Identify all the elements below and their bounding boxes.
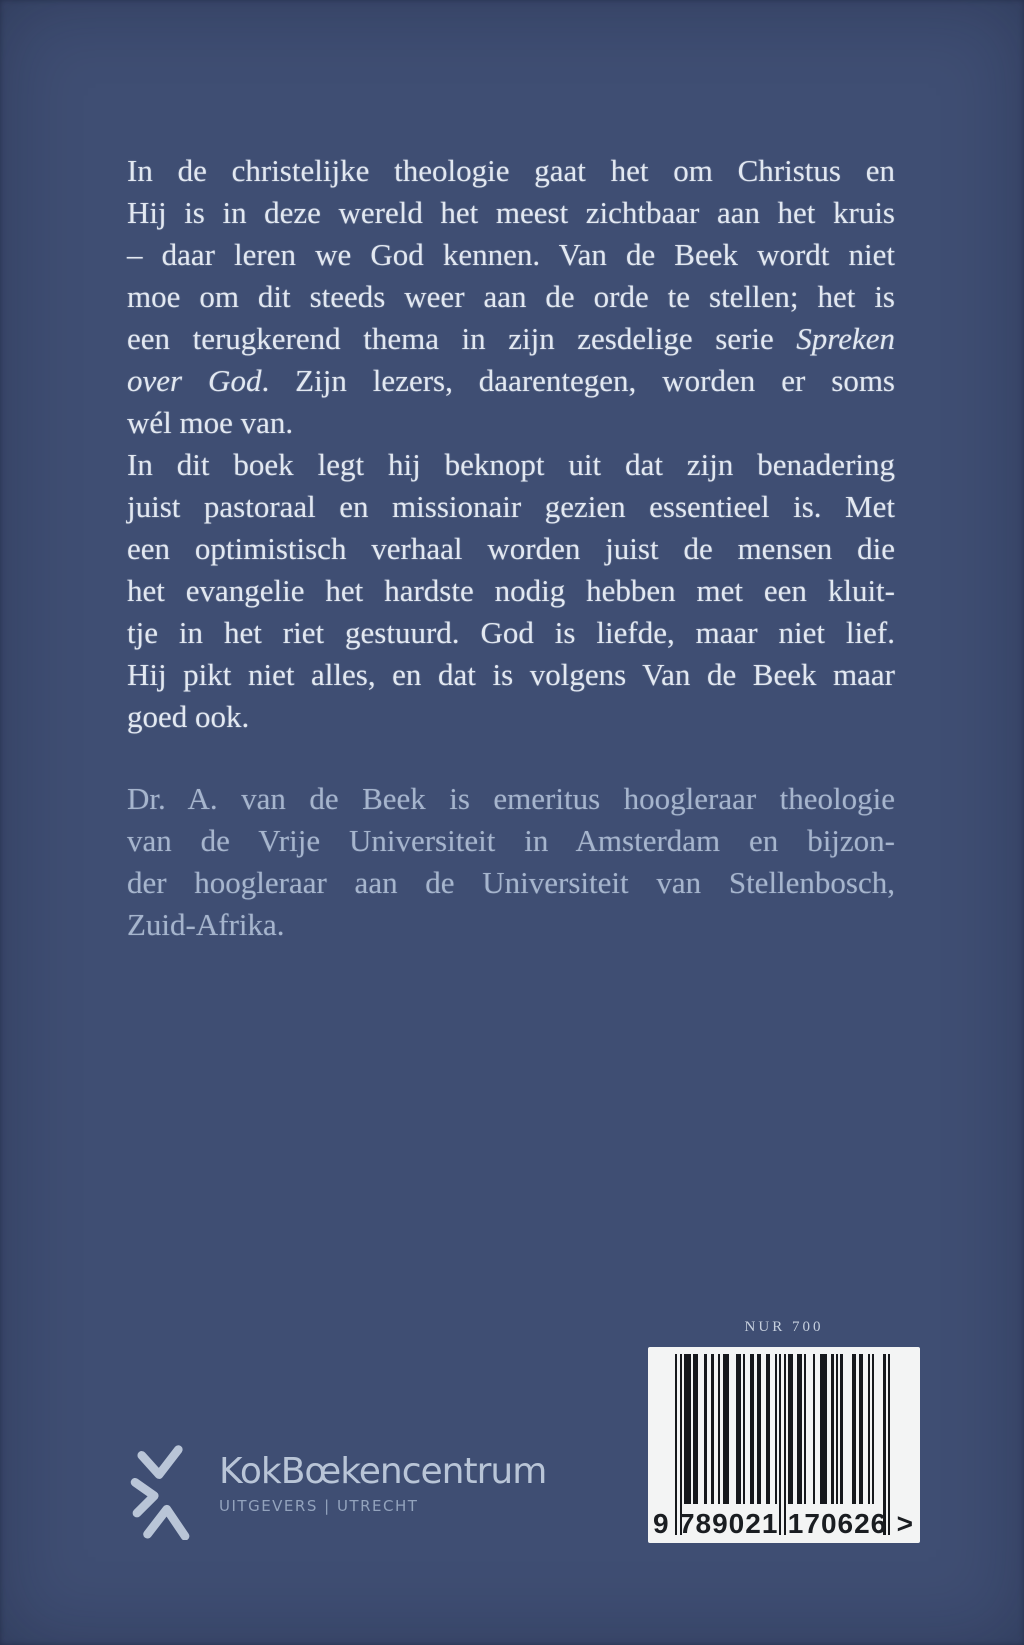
blurb-paragraph-2 [127, 444, 895, 738]
text-line [127, 318, 895, 360]
text-segment: Dr. A. van de Beek is emeritus hoogleraar theologie [127, 781, 895, 816]
text-segment: Zuid-Afrika. [127, 907, 285, 942]
text-segment: moe om dit steeds weer aan de orde te stellen; het is [127, 279, 895, 314]
text-segment: – daar leren we God kennen. Van de Beek wordt niet [127, 237, 895, 272]
text-line [127, 486, 895, 528]
text-line [127, 696, 895, 738]
text-segment: juist pastoraal en missionair gezien essentieel is. Met [127, 489, 895, 524]
text-line [127, 360, 895, 402]
text-line [127, 904, 895, 946]
barcode [648, 1347, 920, 1543]
barcode-right-group: 170626 [787, 1508, 888, 1539]
barcode-prefix-digit: 9 [653, 1508, 670, 1539]
text-line [127, 276, 895, 318]
text-segment: Hij pikt niet alles, en dat is volgens Van de Beek maar [127, 657, 895, 692]
text-segment: Hij is in deze wereld het meest zichtbaar aan het kruis [127, 195, 895, 230]
text-line [127, 192, 895, 234]
barcode-left-group: 789021 [678, 1508, 779, 1539]
text-segment: goed ook. [127, 699, 250, 734]
text-line [127, 654, 895, 696]
text-line [127, 528, 895, 570]
barcode-number [653, 1508, 914, 1540]
blurb-paragraph-1 [127, 150, 895, 444]
text-segment: van de Vrije Universiteit in Amsterdam en bijzon- [127, 823, 895, 858]
text-line [127, 570, 895, 612]
text-line [127, 234, 895, 276]
back-cover-text [127, 150, 895, 946]
author-bio [127, 778, 895, 946]
text-segment: een terugkerend thema in zijn zesdelige serie [127, 321, 797, 356]
publisher-name: KokBœkencentrum [219, 1451, 547, 1492]
text-segment: In dit boek legt hij beknopt uit dat zijn benadering [127, 447, 895, 482]
text-segment: een optimistisch verhaal worden juist de mensen die [127, 531, 895, 566]
text-segment: In de christelijke theologie gaat het om Christus en [127, 153, 895, 188]
text-segment: der hoogleraar aan de Universiteit van Stellenbosch, [127, 865, 895, 900]
publisher-text [219, 1451, 547, 1515]
publisher-logo-icon [129, 1440, 193, 1540]
text-line [127, 444, 895, 486]
nur-code: NUR 700 [744, 1319, 824, 1335]
barcode-quiet-zone-mark: > [896, 1508, 914, 1539]
text-line [127, 150, 895, 192]
text-line [127, 778, 895, 820]
publisher-tagline: UITGEVERS | UTRECHT [219, 1497, 419, 1515]
text-line [127, 402, 895, 444]
text-segment: het evangelie het hardste nodig hebben met een kluit- [127, 573, 895, 608]
italic-text: over God [127, 363, 262, 398]
publisher-logo [129, 1440, 546, 1540]
text-segment: wél moe van. [127, 405, 294, 440]
text-line [127, 862, 895, 904]
italic-text: Spreken [796, 321, 895, 356]
text-segment: tje in het riet gestuurd. God is liefde, maar niet lief. [127, 615, 895, 650]
text-line [127, 820, 895, 862]
text-segment: . Zijn lezers, daarentegen, worden er soms [261, 363, 895, 398]
text-line [127, 612, 895, 654]
